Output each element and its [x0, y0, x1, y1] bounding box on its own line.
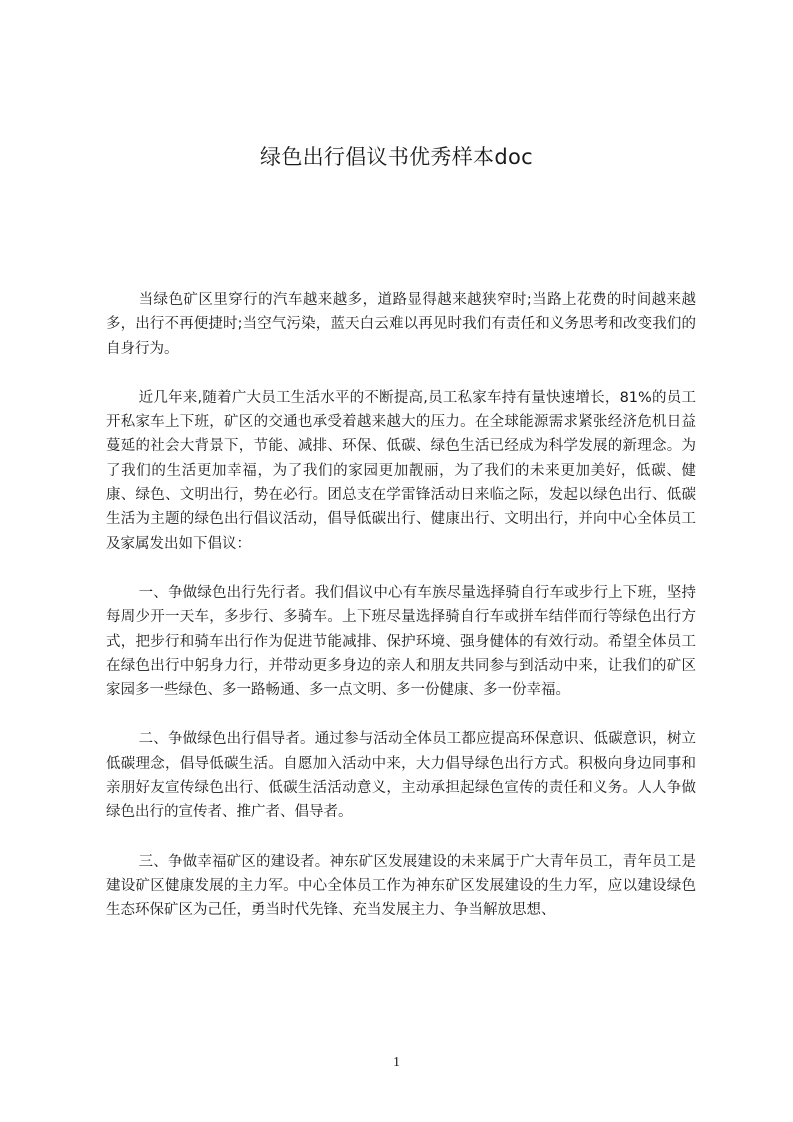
- document-body: [106, 288, 696, 948]
- paragraph-intro: 当绿色矿区里穿行的汽车越来越多，道路显得越来越狭窄时;当路上花费的时间越来越多，出行不再便捷时;当空气污染，蓝天白云难以再见时我们有责任和义务思考和改变我们的自身行为。: [106, 292, 696, 357]
- page-number: 1: [393, 1055, 400, 1070]
- paragraph-background: 近几年来,随着广大员工生活水平的不断提高,员工私家车持有量快速增长，81%的员工开私家车上下班，矿区的交通也承受着越来越大的压力。在全球能源需求紧张经济危机日益蔓延的社会大背景下，节能、减排、环保、低碳、绿色生活已经成为科学发展的新理念。为了我们的生活更加幸福，为了我们的家园更加靓丽，为了我们的未来更加美好，低碳、健康、绿色、文明出行，势在必行。团总支在学雷锋活动日来临之际，发起以绿色出行、低碳生活为主题的绿色出行倡议活动，倡导低碳出行、健康出行、文明出行，并向中心全体员工及家属发出如下倡议：: [106, 389, 696, 552]
- paragraph-proposal-1: 一、争做绿色出行先行者。我们倡议中心有车族尽量选择骑自行车或步行上下班，坚持每周少开一天车，多步行、多骑车。上下班尽量选择骑自行车或拼车结伴而行等绿色出行方式，把步行和骑车出行作为促进节能减排、保护环境、强身健体的有效行动。希望全体员工在绿色出行中躬身力行，并带动更多身边的亲人和朋友共同参与到活动中来，让我们的矿区家园多一些绿色、多一路畅通、多一点文明、多一份健康、多一份幸福。: [106, 584, 696, 699]
- paragraph-proposal-2: 二、争做绿色出行倡导者。通过参与活动全体员工都应提高环保意识、低碳意识，树立低碳理念，倡导低碳生活。自愿加入活动中来，大力倡导绿色出行方式。积极向身边同事和亲朋好友宣传绿色出行、低碳生活活动意义，主动承担起绿色宣传的责任和义务。人人争做绿色出行的宣传者、推广者、倡导者。: [106, 731, 696, 821]
- paragraph-proposal-3: 三、争做幸福矿区的建设者。神东矿区发展建设的未来属于广大青年员工，青年员工是建设矿区健康发展的主力军。中心全体员工作为神东矿区发展建设的生力军，应以建设绿色生态环保矿区为己任，勇当时代先锋、充当发展主力、争当解放思想、: [106, 853, 696, 919]
- document-title: 绿色出行倡议书优秀样本doc: [260, 145, 533, 169]
